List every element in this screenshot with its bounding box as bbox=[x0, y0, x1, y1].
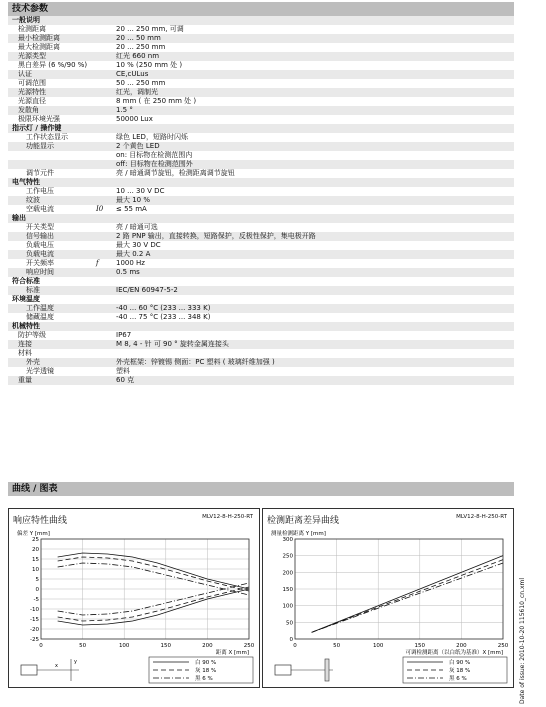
spec-label: 可调范围 bbox=[18, 79, 46, 87]
spec-value: 塑料 bbox=[116, 367, 130, 375]
spec-value: 外壳框架：锌镀锡 侧面：PC 塑料 ( 玻璃纤维加强 ) bbox=[116, 358, 275, 366]
spec-row bbox=[8, 268, 514, 277]
y-tick-label: 200 bbox=[282, 570, 293, 577]
sensor-icon bbox=[275, 665, 291, 675]
spec-row bbox=[8, 52, 514, 61]
spec-value: 红光，调制光 bbox=[116, 88, 158, 96]
x-tick-label: 50 bbox=[333, 643, 341, 649]
spec-group-label: 输出 bbox=[12, 214, 26, 222]
spec-value: 1000 Hz bbox=[116, 259, 145, 267]
spec-label: 开关类型 bbox=[26, 223, 54, 231]
series-line bbox=[58, 553, 249, 589]
spec-group-label: 机械特性 bbox=[12, 322, 40, 330]
x-tick-label: 0 bbox=[293, 643, 297, 649]
spec-value: 最大 0.2 A bbox=[116, 250, 151, 258]
y-tick-label: 5 bbox=[35, 577, 39, 583]
spec-row bbox=[8, 232, 514, 241]
spec-group-row bbox=[8, 295, 514, 304]
response-chart-svg bbox=[9, 509, 259, 687]
spec-label: 光源类型 bbox=[18, 52, 46, 60]
x-tick-label: 150 bbox=[160, 643, 172, 649]
y-tick-label: 100 bbox=[282, 603, 293, 610]
y-tick-label: 20 bbox=[32, 547, 39, 553]
x-tick-label: 200 bbox=[456, 643, 467, 649]
x-axis-label: 距离 X [mm] bbox=[215, 650, 249, 656]
spec-row bbox=[8, 286, 514, 295]
side-issue-text: Date of issue: 2010-10-20 115610_cn.xml bbox=[519, 577, 526, 704]
spec-group-label: 符合标准 bbox=[12, 277, 40, 285]
spec-row bbox=[8, 70, 514, 79]
spec-row bbox=[8, 313, 514, 322]
spec-group-label: 一般说明 bbox=[12, 16, 40, 24]
x-tick-label: 150 bbox=[414, 643, 426, 649]
distance-chart-svg bbox=[263, 509, 513, 687]
spec-row bbox=[8, 160, 514, 169]
spec-group-label: 指示灯 / 操作键 bbox=[12, 124, 62, 132]
target-object bbox=[325, 659, 329, 681]
spec-row bbox=[8, 142, 514, 151]
spec-value: 绿色 LED，短路时闪烁 bbox=[116, 133, 188, 141]
spec-label: 外壳 bbox=[26, 358, 40, 366]
spec-label: 功能显示 bbox=[26, 142, 54, 150]
spec-label: 最小检测距离 bbox=[18, 34, 60, 42]
spec-row bbox=[8, 88, 514, 97]
spec-label: 纹波 bbox=[26, 196, 40, 204]
spec-row bbox=[8, 133, 514, 142]
spec-group-row bbox=[8, 322, 514, 331]
y-tick-label: 300 bbox=[282, 537, 293, 543]
spec-label: 光源特性 bbox=[18, 88, 46, 96]
spec-value: CE,cULus bbox=[116, 70, 149, 78]
y-tick-label: 0 bbox=[289, 637, 293, 643]
spec-group-row bbox=[8, 214, 514, 223]
spec-value: 50000 Lux bbox=[116, 115, 153, 123]
response-chart-panel bbox=[8, 508, 260, 688]
spec-value: 亮 / 暗通调节旋钮，检测距离调节旋钮 bbox=[116, 169, 235, 177]
spec-row bbox=[8, 106, 514, 115]
x-tick-label: 250 bbox=[243, 643, 255, 649]
spec-value: 20 ... 50 mm bbox=[116, 34, 161, 42]
x-tick-label: 50 bbox=[79, 643, 87, 649]
spec-value: -40 ... 60 °C (233 ... 333 K) bbox=[116, 304, 211, 312]
spec-value: 1.5 ° bbox=[116, 106, 133, 114]
y-tick-label: -10 bbox=[30, 607, 39, 613]
spec-label: 响应时间 bbox=[26, 268, 54, 276]
spec-value: M 8, 4 - 针 可 90 ° 旋转金属连接头 bbox=[116, 340, 229, 348]
sensor-icon bbox=[21, 665, 37, 675]
spec-value: 10 % (250 mm 处 ) bbox=[116, 61, 183, 69]
legend-label: 灰 18 % bbox=[195, 668, 217, 674]
spec-row bbox=[8, 187, 514, 196]
x-tick-label: 0 bbox=[39, 643, 43, 649]
spec-value: 8 mm ( 在 250 mm 处 ) bbox=[116, 97, 197, 105]
spec-value: 最大 30 V DC bbox=[116, 241, 161, 249]
spec-label: 连接 bbox=[18, 340, 32, 348]
diagram-y-label: y bbox=[74, 659, 77, 665]
y-tick-label: 250 bbox=[282, 553, 293, 560]
spec-row bbox=[8, 79, 514, 88]
spec-value: 亮 / 暗通可选 bbox=[116, 223, 158, 231]
spec-value: 2 路 PNP 输出，直接转换，短路保护，反极性保护，集电极开路 bbox=[116, 232, 316, 240]
legend-label: 灰 18 % bbox=[449, 668, 471, 674]
spec-label: 极限环境光强 bbox=[18, 115, 60, 123]
y-tick-label: 15 bbox=[32, 557, 39, 563]
spec-value: -40 ... 75 °C (233 ... 348 K) bbox=[116, 313, 211, 321]
spec-label: 空载电流 bbox=[26, 205, 54, 213]
y-tick-label: -15 bbox=[30, 617, 39, 623]
legend-label: 黑 6 % bbox=[195, 676, 213, 682]
spec-row bbox=[8, 331, 514, 340]
spec-symbol: f bbox=[96, 259, 99, 267]
y-tick-label: 0 bbox=[35, 587, 39, 593]
spec-row bbox=[8, 115, 514, 124]
spec-row bbox=[8, 340, 514, 349]
spec-label: 黑白差异 (6 %/90 %) bbox=[18, 61, 88, 69]
spec-label: 标准 bbox=[26, 286, 40, 294]
spec-symbol: I0 bbox=[96, 205, 104, 213]
x-tick-label: 100 bbox=[372, 643, 384, 649]
spec-label: 调节元件 bbox=[26, 169, 54, 177]
series-line bbox=[312, 556, 503, 633]
spec-group-row bbox=[8, 16, 514, 25]
curves-section-header: 曲线 / 图表 bbox=[8, 482, 514, 496]
x-axis-label: 可调检测距离（以白纸为基准）X [mm] bbox=[405, 650, 503, 656]
y-tick-label: -5 bbox=[33, 597, 39, 603]
spec-label: 负载电压 bbox=[26, 241, 54, 249]
series-line bbox=[312, 560, 503, 633]
spec-value: 10 ... 30 V DC bbox=[116, 187, 165, 195]
x-tick-label: 200 bbox=[202, 643, 213, 649]
chart-model-code: MLV12-8-H-250-RT bbox=[202, 514, 253, 520]
spec-label: 认证 bbox=[18, 70, 32, 78]
spec-row bbox=[8, 34, 514, 43]
series-line bbox=[312, 563, 503, 632]
spec-value: ≤ 55 mA bbox=[116, 205, 147, 213]
spec-row bbox=[8, 169, 514, 178]
spec-row bbox=[8, 259, 514, 268]
spec-row bbox=[8, 61, 514, 70]
y-axis-label: 偏差 Y [mm] bbox=[17, 531, 50, 537]
spec-group-label: 电气特性 bbox=[12, 178, 40, 186]
spec-row bbox=[8, 358, 514, 367]
y-tick-label: 10 bbox=[32, 567, 39, 573]
spec-label: 光学透镜 bbox=[26, 367, 54, 375]
spec-row bbox=[8, 349, 514, 358]
spec-label: 检测距离 bbox=[18, 25, 46, 33]
spec-row bbox=[8, 223, 514, 232]
chart-title: 响应特性曲线 bbox=[13, 516, 68, 526]
spec-row bbox=[8, 151, 514, 160]
diagram-x-label: x bbox=[55, 663, 58, 669]
spec-table bbox=[8, 16, 514, 385]
spec-value: 0.5 ms bbox=[116, 268, 140, 276]
spec-row bbox=[8, 25, 514, 34]
spec-row bbox=[8, 304, 514, 313]
spec-value: 2 个黄色 LED bbox=[116, 142, 160, 150]
spec-row bbox=[8, 376, 514, 385]
spec-label: 最大检测距离 bbox=[18, 43, 60, 51]
x-tick-label: 250 bbox=[497, 643, 509, 649]
y-axis-label: 测量检测距离 Y [mm] bbox=[271, 531, 326, 537]
spec-value: on: 目标物在检测范围内 bbox=[116, 151, 193, 159]
spec-label: 发散角 bbox=[18, 106, 39, 114]
series-line bbox=[58, 589, 249, 625]
spec-group-row bbox=[8, 277, 514, 286]
spec-label: 防护等级 bbox=[18, 331, 46, 339]
spec-label: 储藏温度 bbox=[26, 313, 54, 321]
spec-value: IP67 bbox=[116, 331, 132, 339]
y-tick-label: -25 bbox=[30, 637, 39, 643]
spec-group-row bbox=[8, 178, 514, 187]
spec-group-label: 环境温度 bbox=[12, 295, 40, 303]
spec-label: 光源直径 bbox=[18, 97, 46, 105]
y-tick-label: -20 bbox=[30, 627, 39, 633]
legend-label: 白 90 % bbox=[195, 660, 217, 666]
spec-row bbox=[8, 250, 514, 259]
chart-title: 检测距离差异曲线 bbox=[267, 516, 340, 526]
spec-row bbox=[8, 43, 514, 52]
y-tick-label: 25 bbox=[32, 537, 39, 543]
spec-value: 20 ... 250 mm bbox=[116, 43, 166, 51]
y-tick-label: 150 bbox=[282, 587, 293, 593]
chart-model-code: MLV12-8-H-250-RT bbox=[456, 514, 507, 520]
spec-value: 20 ... 250 mm, 可调 bbox=[116, 25, 184, 33]
spec-row bbox=[8, 196, 514, 205]
spec-label: 工作状态显示 bbox=[26, 133, 68, 141]
spec-label: 工作电压 bbox=[26, 187, 54, 195]
spec-row bbox=[8, 97, 514, 106]
spec-value: IEC/EN 60947-5-2 bbox=[116, 286, 178, 294]
legend-label: 白 90 % bbox=[449, 660, 471, 666]
spec-label: 重量 bbox=[18, 376, 32, 384]
spec-label: 工作温度 bbox=[26, 304, 54, 312]
legend-label: 黑 6 % bbox=[449, 676, 467, 682]
spec-value: off: 目标物在检测范围外 bbox=[116, 160, 193, 168]
distance-chart-panel bbox=[262, 508, 514, 688]
spec-group-row bbox=[8, 124, 514, 133]
spec-label: 信号输出 bbox=[26, 232, 54, 240]
spec-value: 最大 10 % bbox=[116, 196, 151, 204]
spec-label: 开关频率 bbox=[26, 259, 54, 267]
y-tick-label: 50 bbox=[286, 620, 293, 627]
x-tick-label: 100 bbox=[118, 643, 130, 649]
spec-row bbox=[8, 367, 514, 376]
spec-row bbox=[8, 241, 514, 250]
spec-row bbox=[8, 205, 514, 214]
spec-value: 红光 660 nm bbox=[116, 52, 160, 60]
spec-section-header: 技术参数 bbox=[8, 2, 514, 16]
spec-label: 负载电流 bbox=[26, 250, 54, 258]
spec-value: 50 ... 250 mm bbox=[116, 79, 166, 87]
spec-label: 材料 bbox=[18, 349, 32, 357]
spec-value: 60 克 bbox=[116, 376, 135, 384]
